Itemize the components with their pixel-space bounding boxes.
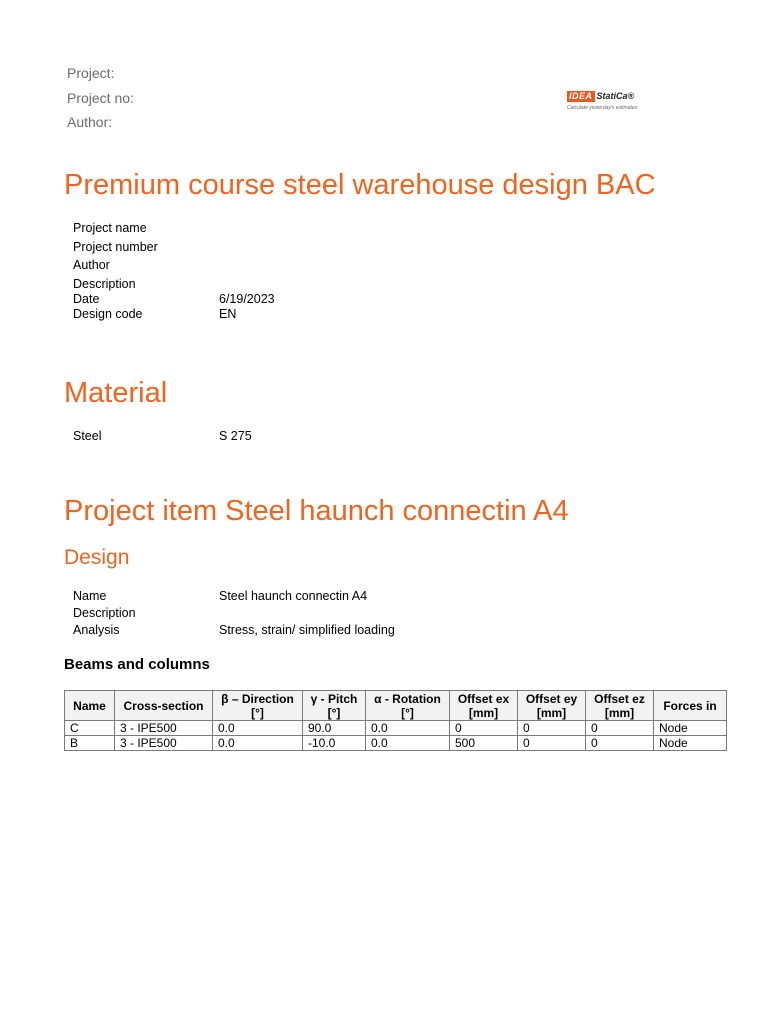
- table-cell: 3 - IPE500: [115, 736, 213, 751]
- design-key: Name: [73, 589, 107, 603]
- table-cell: C: [65, 721, 115, 736]
- table-cell: 0: [518, 736, 586, 751]
- table-row: [65, 736, 727, 751]
- header-fields: [67, 64, 134, 138]
- column-header: Offset ex [mm]: [450, 691, 518, 721]
- table-cell: 0.0: [366, 736, 450, 751]
- table-cell: 0.0: [213, 721, 303, 736]
- author-label: Author:: [67, 114, 113, 130]
- idea-statica-logo: [567, 86, 637, 111]
- design-value: Steel haunch connectin A4: [219, 589, 368, 603]
- column-header: Name: [65, 691, 115, 721]
- table-cell: 0.0: [213, 736, 303, 751]
- beams-table: [64, 690, 727, 751]
- material-value: S 275: [219, 429, 252, 443]
- info-key: Description: [73, 277, 136, 291]
- table-cell: Node: [654, 736, 727, 751]
- column-header: Forces in: [654, 691, 727, 721]
- info-key: Project number: [73, 240, 158, 254]
- table-cell: B: [65, 736, 115, 751]
- info-key: Author: [73, 258, 110, 272]
- project-label: Project:: [67, 65, 115, 81]
- project-item-heading: Project item Steel haunch connectin A4: [64, 495, 569, 527]
- table-cell: 0.0: [366, 721, 450, 736]
- material-heading: Material: [64, 377, 168, 409]
- info-key: Project name: [73, 221, 147, 235]
- design-key: Analysis: [73, 623, 120, 637]
- column-header: α - Rotation [°]: [366, 691, 450, 721]
- info-key: Date: [73, 292, 100, 306]
- column-header: Cross-section: [115, 691, 213, 721]
- table-cell: 0: [450, 721, 518, 736]
- design-value: Stress, strain/ simplified loading: [219, 623, 395, 637]
- logo-box: IDEA: [569, 91, 593, 101]
- table-cell: Node: [654, 721, 727, 736]
- column-header: γ - Pitch [°]: [303, 691, 366, 721]
- project-no-label: Project no:: [67, 89, 134, 106]
- design-key: Description: [73, 606, 136, 620]
- info-key: Design code: [73, 307, 143, 321]
- info-value: EN: [219, 307, 237, 321]
- logo-tagline: Calculate yesterday's estimates: [567, 105, 638, 111]
- page-title: Premium course steel warehouse design BAC: [64, 169, 656, 201]
- column-header: Offset ey [mm]: [518, 691, 586, 721]
- table-row: [65, 721, 727, 736]
- column-header: Offset ez [mm]: [586, 691, 654, 721]
- design-heading: Design: [64, 546, 130, 569]
- info-value: 6/19/2023: [219, 292, 275, 306]
- table-header-row: [65, 691, 727, 721]
- table-cell: 3 - IPE500: [115, 721, 213, 736]
- table-cell: 0: [586, 721, 654, 736]
- material-key: Steel: [73, 429, 102, 443]
- column-header: β – Direction [°]: [213, 691, 303, 721]
- logo-brand: StatiCa®: [596, 91, 635, 101]
- table-cell: 90.0: [303, 721, 366, 736]
- table-cell: -10.0: [303, 736, 366, 751]
- table-cell: 0: [586, 736, 654, 751]
- table-cell: 0: [518, 721, 586, 736]
- beams-heading: Beams and columns: [64, 656, 210, 673]
- table-cell: 500: [450, 736, 518, 751]
